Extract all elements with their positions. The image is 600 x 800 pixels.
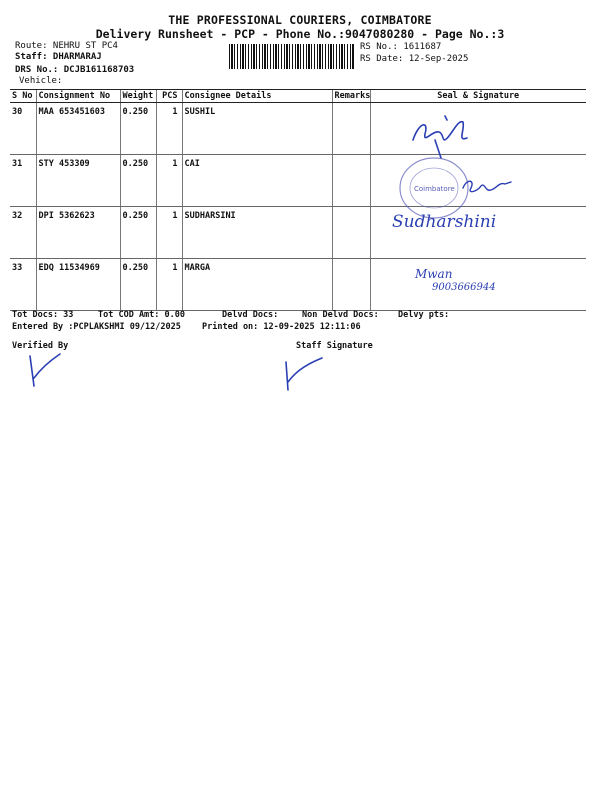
cell-consignee: SUSHIL <box>182 103 332 155</box>
col-consignment: Consignment No <box>36 90 120 103</box>
cell-sno: 33 <box>10 259 36 311</box>
cell-pcs: 1 <box>156 259 182 311</box>
cell-remarks <box>332 103 370 155</box>
non-delivered-docs: Non Delvd Docs: <box>302 310 379 320</box>
vehicle-label: Vehicle: <box>19 76 63 86</box>
col-seal-signature: Seal & Signature <box>370 90 586 103</box>
cell-pcs: 1 <box>156 103 182 155</box>
verified-by-label: Verified By <box>12 341 69 351</box>
col-weight: Weight <box>120 90 156 103</box>
cell-consignee: CAI <box>182 155 332 207</box>
cell-weight: 0.250 <box>120 259 156 311</box>
cell-consignee: MARGA <box>182 259 332 311</box>
signature-row33-phone: 9003666944 <box>432 282 496 293</box>
rs-date: RS Date: 12-Sep-2025 <box>360 54 469 64</box>
staff-label: Staff: DHARMARAJ <box>15 52 102 62</box>
cell-sno: 31 <box>10 155 36 207</box>
cell-consignment: STY 453309 <box>36 155 120 207</box>
cell-consignment: MAA 653451603 <box>36 103 120 155</box>
cell-consignment: EDQ 11534969 <box>36 259 120 311</box>
signature-row31 <box>455 172 515 202</box>
barcode <box>229 44 355 69</box>
cell-sno: 32 <box>10 207 36 259</box>
col-sno: S No <box>10 90 36 103</box>
total-docs: Tot Docs: 33 <box>12 310 74 320</box>
delivery-points: Delvy pts: <box>398 310 450 320</box>
cell-pcs: 1 <box>156 155 182 207</box>
col-consignee: Consignee Details <box>182 90 332 103</box>
cell-pcs: 1 <box>156 207 182 259</box>
table-row <box>10 207 586 259</box>
col-remarks: Remarks <box>332 90 370 103</box>
cell-weight: 0.250 <box>120 207 156 259</box>
drs-number: DRS No.: DCJB161168703 <box>15 65 135 75</box>
table-header-row <box>10 90 586 103</box>
cell-consignment: DPI 5362623 <box>36 207 120 259</box>
table-row <box>10 259 586 311</box>
table-row <box>10 103 586 155</box>
cell-remarks <box>332 259 370 311</box>
cell-remarks <box>332 155 370 207</box>
cell-sno: 30 <box>10 103 36 155</box>
signature-row33-name: Mwan <box>415 267 453 281</box>
verified-signature <box>24 348 74 390</box>
total-cod: Tot COD Amt: 0.00 <box>98 310 185 320</box>
cell-weight: 0.250 <box>120 155 156 207</box>
entered-by: Entered By :PCPLAKSHMI 09/12/2025 <box>12 322 181 332</box>
cell-remarks <box>332 207 370 259</box>
printed-on: Printed on: 12-09-2025 12:11:06 <box>202 322 361 332</box>
route-label: Route: NEHRU ST PC4 <box>15 41 118 51</box>
signature-row32: Sudharshini <box>392 212 497 232</box>
stamp-text: Coimbatore <box>414 185 455 193</box>
staff-signature <box>280 352 330 394</box>
runsheet-subtitle: Delivery Runsheet - PCP - Phone No.:9047080280 - Page No.:3 <box>95 27 505 41</box>
company-title: THE PROFESSIONAL COURIERS, COIMBATORE <box>168 13 432 27</box>
staff-signature-label: Staff Signature <box>296 341 373 351</box>
col-pcs: PCS <box>156 90 182 103</box>
rs-number: RS No.: 1611687 <box>360 42 442 52</box>
cell-consignee: SUDHARSINI <box>182 207 332 259</box>
cell-weight: 0.250 <box>120 103 156 155</box>
delivered-docs: Delvd Docs: <box>222 310 279 320</box>
